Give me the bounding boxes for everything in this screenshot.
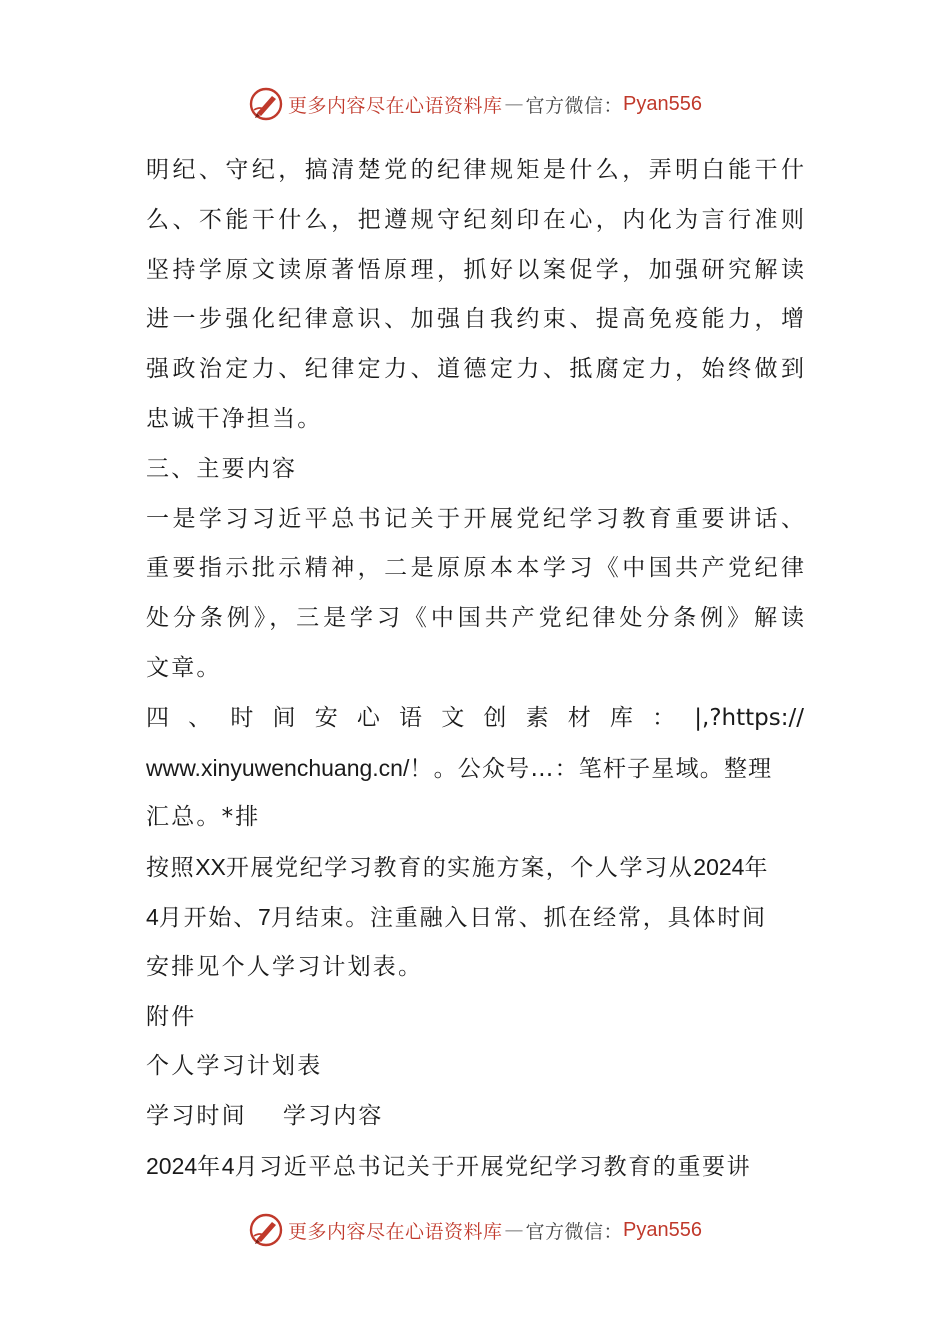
table-header-time: 学习时间	[146, 1103, 247, 1130]
text-span: 开展党纪学习教育的实施方案，个人学习从	[225, 855, 694, 882]
text-line: 重要指示批示精神，二是原原本本学习《中国共产党纪律	[146, 555, 804, 582]
text-line: 坚持学原文读原著悟原理，抓好以案促学，加强研究解读	[146, 256, 804, 283]
text-span: ！。公众号…：笔杆子星域。整理	[409, 755, 773, 782]
table-header-content: 学习内容	[282, 1103, 384, 1130]
text-line: 一是学习习近平总书记关于开展党纪学习教育重要讲话、	[146, 505, 804, 532]
banner-separator: —	[504, 1219, 524, 1241]
text-span: 月习近平总书记关于开展党纪学习教育的重要讲	[234, 1153, 752, 1180]
text-line: 附件	[146, 1003, 197, 1030]
banner-site-name: 更多内容尽在心语资料库	[288, 1220, 503, 1243]
pen-logo-icon	[248, 86, 284, 122]
text-span: 7	[258, 903, 271, 930]
text-line: 汇总。*排	[146, 804, 261, 831]
text-span: 年	[197, 1153, 222, 1180]
heading-text: 四、时间安心语文创素材库：|,?https://	[146, 704, 804, 731]
table-header-row	[146, 1092, 804, 1142]
text-line	[146, 843, 804, 893]
text-line: 强政治定力、纪律定力、道德定力、抵腐定力，始终做到	[146, 356, 804, 383]
pen-logo-icon	[248, 1212, 284, 1248]
banner-wechat-id: Pyan556	[623, 92, 702, 115]
text-line: 进一步强化纪律意识、加强自我约束、提高免疫能力，增	[146, 306, 804, 333]
text-span: 4	[146, 903, 159, 930]
text-span: XX	[195, 854, 226, 881]
text-line: 安排见个人学习计划表。	[146, 953, 424, 980]
text-line: 么、不能干什么，把遵规守纪刻印在心，内化为言行准则	[146, 206, 804, 233]
text-line: 文章。	[146, 654, 222, 681]
banner-wechat-label: 官方微信：	[525, 94, 624, 117]
header-banner	[0, 82, 950, 126]
text-span: 2024	[146, 1152, 198, 1179]
text-span: 4	[221, 1152, 235, 1179]
text-line: 明纪、守纪，搞清楚党的纪律规矩是什么，弄明白能干什	[146, 157, 804, 183]
text-span: 月开始、	[158, 904, 258, 931]
banner-wechat-label: 官方微信：	[525, 1220, 624, 1243]
text-line: 个人学习计划表	[146, 1053, 323, 1080]
text-span: 按照	[146, 855, 196, 882]
document-body	[146, 146, 804, 1192]
text-span: 月结束。注重融入日常、抓在经常，具体时间	[270, 904, 767, 931]
text-line	[146, 893, 804, 943]
watermark-url-link[interactable]: www.xinyuwenchuang.cn/	[146, 754, 410, 781]
text-line: 忠诚干净担当。	[146, 405, 323, 432]
section-heading	[146, 694, 804, 744]
footer-banner	[0, 1208, 950, 1252]
section-heading: 三、主要内容	[146, 455, 298, 482]
table-row	[146, 1142, 804, 1192]
text-line: 处分条例》，三是学习《中国共产党纪律处分条例》解读	[146, 605, 804, 632]
text-line	[146, 744, 804, 794]
banner-site-name: 更多内容尽在心语资料库	[288, 94, 503, 117]
banner-wechat-id: Pyan556	[623, 1218, 702, 1241]
text-span: 2024	[693, 854, 745, 881]
text-span: 年	[744, 855, 770, 882]
banner-separator: —	[504, 93, 524, 115]
